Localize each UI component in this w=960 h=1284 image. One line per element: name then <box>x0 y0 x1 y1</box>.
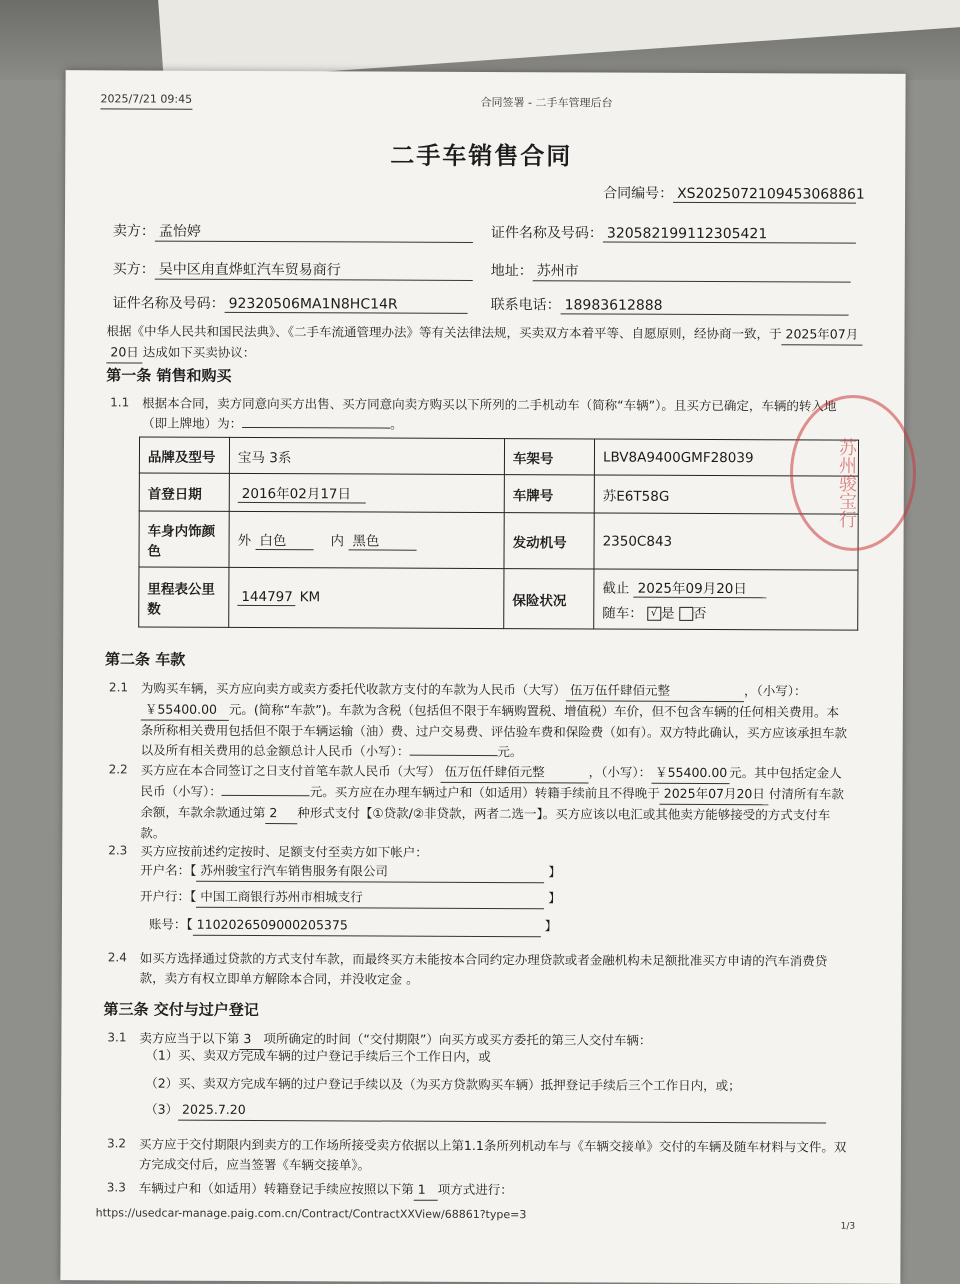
vin-label: 车架号 <box>504 439 594 475</box>
first-payment-lower: ￥55400.00 <box>651 763 729 784</box>
price-upper: 伍万伍仟肆佰元整 <box>566 680 744 702</box>
clause-2-3-number: 2.3 <box>108 843 128 858</box>
clause-2-3-text: 买方应按前述约定按时、足额支付至卖方如下帐户： <box>140 843 428 860</box>
article2-title: 第二条 车款 <box>105 650 186 669</box>
buyer-phone-row <box>491 294 849 316</box>
print-datetime: 2025/7/21 09:45 <box>100 92 192 109</box>
preamble-text: 根据《中华人民共和国民法典》、《二手车流通管理办法》等有关法律法规，买卖双方本着平等、自愿原则，经协商一致，于 <box>106 323 782 342</box>
insurance-deadline-label: 截止 <box>602 580 630 597</box>
buyer-id-label: 证件名称及号码： <box>112 295 225 312</box>
engine-value: 2350C843 <box>594 513 858 570</box>
bank-label: 开户行：【 <box>140 888 197 904</box>
interior-label: 内 <box>330 533 345 550</box>
clause-3-3-number: 3.3 <box>106 1180 126 1195</box>
clause-3-3 <box>139 1179 513 1202</box>
insurance-deadline <box>602 577 849 599</box>
page-number: 1/3 <box>840 1221 856 1232</box>
reg-date-value: 2016年02月17日 <box>238 482 366 504</box>
clause-2-1-c: 元。(简称“车款”)。车款为含税（包括但不限于车辆购置税、增值税）车价，但不包含车辆的任何相关费用。本条所称相关费用包括但不限于车辆运输（油）费、过户交易费、评估验车费和保险费（如有）。双方特此确认，买方应该承担车款以及所有相关费用的总金额总计人民币（小写）： <box>140 701 848 759</box>
color-cell <box>229 511 504 568</box>
with-car-row <box>602 602 849 623</box>
reg-date-label: 首登日期 <box>139 473 229 511</box>
clause-2-4-number: 2.4 <box>107 950 127 965</box>
clause-2-2-a: 买方应在本合同签订之日支付首笔车款人民币（大写） <box>140 762 441 779</box>
insurance-deadline-value: 2025年09月20日 <box>634 577 767 599</box>
clause-3-3-a: 车辆过户和（如适用）转籍登记手续应按照以下第 <box>138 1180 414 1197</box>
account-number-close: 】 <box>544 918 558 934</box>
bank-row <box>140 887 561 910</box>
clause-2-2-d: 元。买方应在办理车辆过户和（如适用）转籍手续前且不得晚于 <box>309 784 660 801</box>
contract-page <box>60 70 905 1284</box>
no-label: 否 <box>692 605 707 622</box>
seller-id-row <box>491 222 856 244</box>
clause-2-2-b: ，（小写）： <box>588 764 652 780</box>
with-car-label: 随车： <box>602 605 643 622</box>
account-number-label: 账号：【 <box>148 916 193 932</box>
color-label: 车身内饰颜色 <box>139 511 229 567</box>
delivery-option-1: （1）买、卖双方完成车辆的过户登记手续后三个工作日内，或 <box>145 1047 491 1065</box>
first-payment-upper: 伍万伍仟肆佰元整 <box>441 762 589 784</box>
total-amount <box>409 755 497 756</box>
buyer-phone-label: 联系电话： <box>490 297 561 314</box>
contract-number-value: XS2025072109453068861 <box>673 186 856 204</box>
delivery-option-2: （2）买、卖双方完成车辆的过户登记手续以及（为买方贷款购买车辆）抵押登记手续后三个工作日内，或； <box>145 1075 741 1094</box>
buyer-id-row <box>113 292 468 314</box>
price-lower: ￥55400.00 <box>141 700 229 721</box>
brand-value: 宝马 3系 <box>229 437 504 474</box>
clause-2-2-e: 付清所有车款余额，车款余款通过第 <box>140 786 844 821</box>
clause-3-2-text: 买方应于交付期限内到卖方的工作场所接受卖方依据以上第1.1条所列机动车与《车辆交接单》交付的车辆及随车材料与文件。双方完成交付后，应当签署《车辆交接单》。 <box>138 1136 847 1173</box>
insurance-label: 保险状况 <box>504 569 594 629</box>
delivery-option-3-label: （3） <box>145 1101 179 1117</box>
clause-2-4-text: 如买方选择通过贷款的方式支付车款，而最终买方未能按本合同约定办理贷款或者金融机构未足额批准买方申请的汽车消费贷款，卖方有权立即单方解除本合同，并没收定金 。 <box>139 950 828 987</box>
mileage-unit: KM <box>299 589 321 606</box>
vin-value: LBV8A9400GMF28039 <box>594 439 858 476</box>
transfer-option: 1 <box>414 1180 438 1201</box>
buyer-address-value: 苏州市 <box>533 260 851 282</box>
preamble <box>106 321 866 366</box>
seller-name: 孟怡婷 <box>155 221 473 243</box>
clause-1-1-end: 。 <box>390 416 403 432</box>
buyer-label: 买方： <box>112 261 155 278</box>
insurance-cell <box>594 569 858 630</box>
seller-id-label: 证件名称及号码： <box>490 225 603 242</box>
interior-color: 黑色 <box>348 529 416 550</box>
seller-row <box>113 220 473 243</box>
clause-2-1-d: 元。 <box>497 744 523 760</box>
delivery-option-3-value: 2025.7.20 <box>178 1100 826 1124</box>
preamble-tail: 达成如下买卖协议： <box>142 344 256 361</box>
account-name-row <box>140 861 561 884</box>
payoff-date: 2025年07月20日 <box>660 784 769 805</box>
clause-3-1-b: 项所确定的时间（“交付期限”）向买方或买方委托的第三人交付车辆： <box>263 1031 652 1048</box>
preamble-date-part2: 20日 <box>106 342 142 363</box>
plate-label: 车牌号 <box>504 475 594 513</box>
seal-text: 苏州骏宝行 <box>836 438 857 528</box>
article3-title: 第三条 交付与过户登记 <box>103 1000 259 1020</box>
account-name-value: 苏州骏宝行汽车销售服务有限公司 <box>196 861 544 884</box>
clause-3-1-a: 卖方应当于以下第 <box>139 1030 240 1046</box>
delivery-option-3 <box>145 1100 826 1124</box>
exterior-label: 外 <box>237 532 252 549</box>
buyer-phone-value: 18983612888 <box>561 297 849 315</box>
buyer-row <box>113 258 473 281</box>
brand-label: 品牌及型号 <box>139 437 229 473</box>
contract-number <box>603 183 865 204</box>
transfer-location <box>242 427 390 429</box>
no-checkbox[interactable] <box>679 607 693 621</box>
preamble-date-part1: 2025年07月 <box>781 324 862 345</box>
buyer-address-row <box>491 260 851 283</box>
buyer-id-value: 92320506MA1N8HC14R <box>225 296 468 314</box>
reg-date-cell <box>229 473 504 512</box>
clause-1-1-number: 1.1 <box>110 395 130 410</box>
account-name-close: 】 <box>548 864 561 880</box>
seller-id-value: 320582199112305421 <box>603 226 856 244</box>
article1-title: 第一条 销售和购买 <box>106 366 232 385</box>
clause-2-2-f: 种形式支付【①贷款/②非贷款，两者二选一】。买方应该以电汇或其他卖方能够接受的方式支付车款。 <box>140 805 831 841</box>
company-seal <box>790 395 916 551</box>
contract-number-label: 合同编号： <box>603 185 674 202</box>
page-title: 二手车销售合同 <box>390 141 573 171</box>
clause-3-2-number: 3.2 <box>106 1136 127 1151</box>
account-number-value: 1102026509000205375 <box>193 915 541 938</box>
account-name-label: 开户名：【 <box>140 862 197 878</box>
yes-checkbox[interactable]: √ <box>647 607 661 621</box>
clause-1-1-text: 根据本合同，卖方同意向买方出售、买方同意向卖方购买以下所列的二手机动车（简称“车辆”）。且买方已确定，车辆的转入地（即上牌地）为： <box>142 395 837 431</box>
vehicle-table <box>138 436 859 630</box>
payment-type: 2 <box>265 803 297 824</box>
clause-3-3-b: 项方式进行： <box>437 1181 513 1198</box>
bank-value: 中国工商银行苏州市相城支行 <box>196 887 544 910</box>
footer-url: https://usedcar-manage.paig.com.cn/Contract/ContractXXView/68861?type=3 <box>95 1206 527 1222</box>
bank-close: 】 <box>548 890 561 906</box>
clause-2-1 <box>141 679 851 764</box>
buyer-address-label: 地址： <box>490 263 533 280</box>
clause-2-2 <box>140 761 850 847</box>
plate-value: 苏E6T58G <box>594 475 858 514</box>
clause-2-1-b: ，（小写）： <box>743 683 807 699</box>
clause-2-2-c: 元。其中包括定金人民币（小写）： <box>140 765 842 799</box>
delivery-option: 3 <box>239 1029 263 1050</box>
exterior-color: 白色 <box>255 529 313 550</box>
clause-2-1-a: 为购买车辆，买方应向卖方或卖方委托代收款方支付的车款为人民币（大写） <box>140 680 566 698</box>
print-window-title: 合同签署 - 二手车管理后台 <box>480 95 613 110</box>
buyer-name: 吴中区甪直烨虹汽车贸易商行 <box>155 259 473 281</box>
clause-2-1-number: 2.1 <box>108 680 129 695</box>
clause-1-1 <box>142 394 852 437</box>
mileage-value: 144797 <box>237 589 295 606</box>
seller-label: 卖方： <box>112 223 155 240</box>
deposit-amount <box>222 795 310 796</box>
mileage-label: 里程表公里数 <box>139 567 229 627</box>
yes-label: 是 <box>661 605 675 622</box>
mileage-cell <box>229 567 504 628</box>
clause-2-2-number: 2.2 <box>108 762 128 777</box>
clause-3-1-number: 3.1 <box>107 1030 127 1045</box>
engine-label: 发动机号 <box>504 513 594 569</box>
account-number-row <box>149 915 557 938</box>
